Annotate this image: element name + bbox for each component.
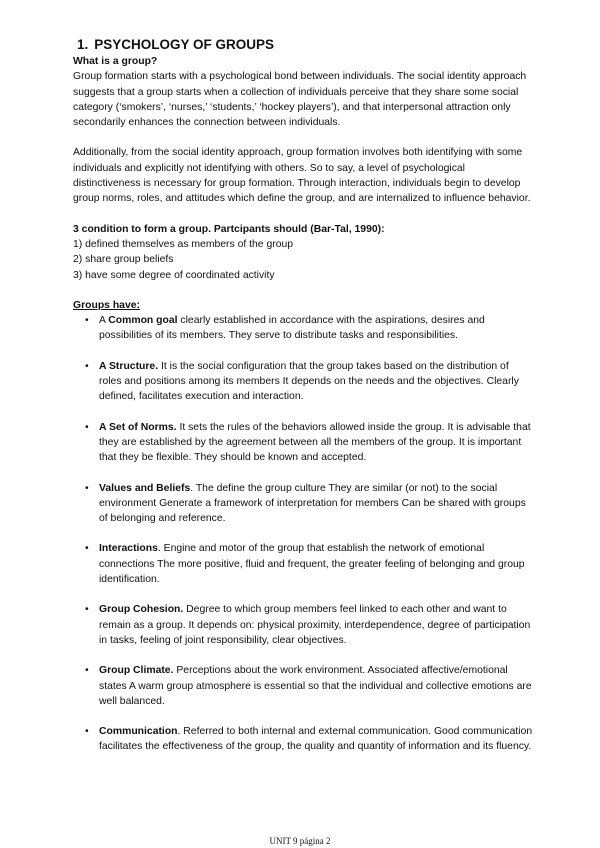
bullet-icon: • — [85, 482, 89, 494]
list-item-text: clearly established in accordance with the aspirations, desires and possibilities of its members. They serve to distribute tasks and responsibilities. — [99, 315, 485, 342]
list-item-cohesion — [73, 602, 533, 648]
paragraph-social-identity: Additionally, from the social identity approach, group formation involves both identifying with some individuals and explicitly not identifying with others. So to say, a level of psychological distinctiveness is necessary for group formation. Through interaction, individuals begin to develop group norms, roles, and attitudes which define the group, and are internalized to influence behavior. — [73, 147, 531, 205]
bullet-icon: • — [85, 315, 89, 327]
condition-item: 3) have some degree of coordinated activity — [73, 269, 275, 281]
groups-have-list — [73, 313, 533, 755]
what-is-group-heading: What is a group? — [73, 56, 158, 67]
section-title — [77, 36, 533, 54]
bullet-icon: • — [85, 665, 89, 677]
section-number: 1. — [77, 37, 89, 52]
list-item-interactions — [73, 541, 533, 587]
list-item-text: It is the social configuration that the group takes based on the distribution of roles and positions among its members It depends on the needs and the objectives. Clearly defined, facilitates execution and interaction. — [99, 360, 519, 403]
list-item-text: Perceptions about the work environment. Associated affective/emotional states A warm group atmosphere is essential so that the individual and collective emotions are well balanced. — [99, 665, 532, 707]
list-item-term: Communication — [99, 726, 178, 738]
list-item-structure — [73, 359, 533, 405]
paragraph-group-formation: Group formation starts with a psychological bond between individuals. The social identity approach suggests that a group starts when a collection of individuals perceive that they share some social category (‘smokers’, ‘nurses,’ ‘students,’ ‘hockey players’), and that interpersonal attraction only secondarily enhances the connection between individuals. — [73, 71, 527, 129]
conditions-heading: 3 condition to form a group. Partcipants should (Bar-Tal, 1990): — [73, 223, 385, 235]
bullet-icon: • — [85, 421, 89, 433]
list-item-term: Group Cohesion. — [99, 604, 184, 616]
list-item-communication — [73, 724, 533, 755]
list-item-term: A Set of Norms. — [99, 421, 177, 433]
bullet-icon: • — [85, 360, 89, 372]
document-body — [73, 36, 533, 770]
section-title-text: PSYCHOLOGY OF GROUPS — [94, 37, 275, 52]
list-item-values — [73, 481, 533, 527]
spacer — [73, 130, 533, 145]
list-item-term: Common goal — [108, 315, 178, 327]
list-item-term: Group Climate. — [99, 665, 174, 677]
list-item-climate — [73, 663, 533, 709]
list-item-term: A Structure. — [99, 360, 159, 372]
condition-item: 1) defined themselves as members of the group — [73, 238, 294, 250]
bullet-icon: • — [85, 604, 89, 616]
list-item-norms — [73, 420, 533, 466]
list-item-text: Degree to which group members feel linked to each other and want to remain as a group. It depends on: physical proximity, interdependence, degree of participation in tasks, feeling of joint responsibility, clear objectives. — [99, 604, 531, 646]
list-item-text: . Referred to both internal and external communication. Good communication facilitates the effectiveness of the group, the quality and quantity of information and its fluency. — [99, 726, 533, 753]
list-item-text: It sets the rules of the behaviors allowed inside the group. It is advisable that they are established by the agreement between all the members of the group. It is important that they be flexible. They should be known and accepted. — [99, 421, 531, 464]
bullet-icon: • — [85, 543, 89, 555]
list-item-text: . Engine and motor of the group that establish the network of emotional connections The more positive, fluid and frequent, the greater feeling of belonging and group identification. — [99, 543, 525, 586]
list-item-term: Interactions — [99, 543, 158, 555]
spacer — [73, 283, 533, 298]
list-item-common-goal: • A Common goal clearly established in accordance with the aspirations, desires and possibilities of its members. They serve to distribute tasks and responsibilities. — [85, 315, 485, 342]
list-item-text: . The define the group culture They are similar (or not) to the social environment Generate a framework of interpretation for members Can be shared with groups of belonging and reference. — [99, 482, 526, 525]
bullet-icon: • — [85, 726, 89, 738]
groups-have-heading: Groups have: — [73, 299, 140, 311]
list-item-term: Values and Beliefs — [99, 482, 191, 494]
condition-item: 2) share group beliefs — [73, 254, 174, 266]
spacer — [73, 207, 533, 222]
page-footer: UNIT 9 página 2 — [269, 836, 331, 846]
